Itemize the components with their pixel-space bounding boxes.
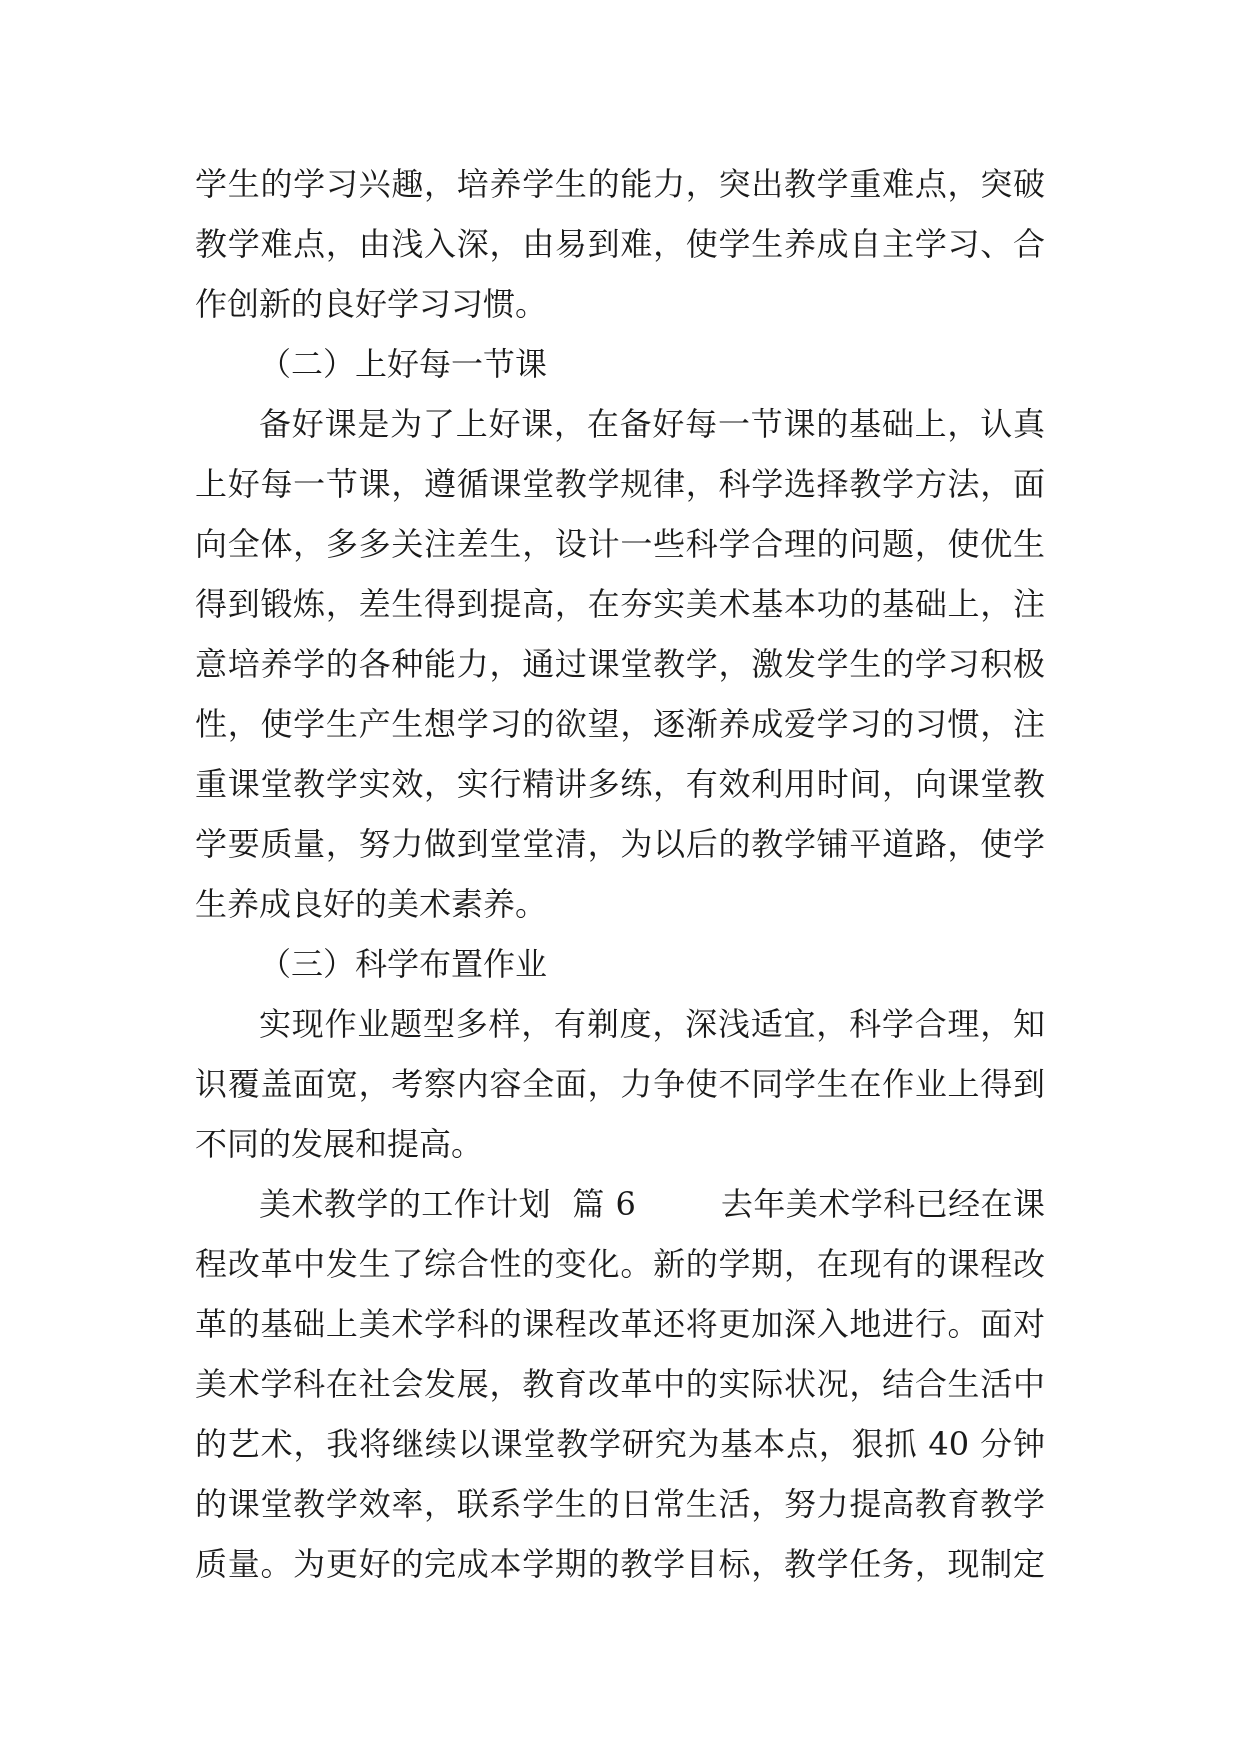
- section-heading: （二）上好每一节课: [259, 345, 548, 383]
- paragraph-line: 重课堂教学实效，实行精讲多练，有效利用时间，向课堂教: [195, 765, 1045, 803]
- paragraph-line: 作创新的良好学习习惯。: [195, 285, 548, 323]
- article-title-line: 美术教学的工作计划 篇 6 去年美术学科已经在课: [259, 1185, 1045, 1223]
- paragraph-line: 备好课是为了上好课，在备好每一节课的基础上，认真: [259, 405, 1045, 443]
- paragraph-line: 得到锻炼，差生得到提高，在夯实美术基本功的基础上，注: [195, 585, 1045, 623]
- paragraph-line: 学要质量，努力做到堂堂清，为以后的教学铺平道路，使学: [195, 825, 1045, 863]
- paragraph-line: 实现作业题型多样，有剃度，深浅适宜，科学合理，知: [259, 1005, 1045, 1043]
- paragraph-line: 的艺术，我将继续以课堂教学研究为基本点，狠抓 40 分钟: [195, 1425, 1045, 1463]
- paragraph-line: 教学难点，由浅入深，由易到难，使学生养成自主学习、合: [195, 225, 1045, 263]
- paragraph-line: 性，使学生产生想学习的欲望，逐渐养成爱学习的习惯，注: [195, 705, 1045, 743]
- section-heading: （三）科学布置作业: [259, 945, 548, 983]
- paragraph-line: 识覆盖面宽，考察内容全面，力争使不同学生在作业上得到: [195, 1065, 1045, 1103]
- paragraph-line: 上好每一节课，遵循课堂教学规律，科学选择教学方法，面: [195, 465, 1045, 503]
- paragraph-line: 意培养学的各种能力，通过课堂教学，激发学生的学习积极: [195, 645, 1045, 683]
- paragraph-line: 革的基础上美术学科的课程改革还将更加深入地进行。面对: [195, 1305, 1045, 1343]
- paragraph-line: 美术学科在社会发展，教育改革中的实际状况，结合生活中: [195, 1365, 1045, 1403]
- paragraph-line: 生养成良好的美术素养。: [195, 885, 548, 923]
- paragraph-line: 学生的学习兴趣，培养学生的能力，突出教学重难点，突破: [195, 165, 1045, 203]
- paragraph-line: 向全体，多多关注差生，设计一些科学合理的问题，使优生: [195, 525, 1045, 563]
- paragraph-line: 的课堂教学效率，联系学生的日常生活，努力提高教育教学: [195, 1485, 1045, 1523]
- paragraph-line: 程改革中发生了综合性的变化。新的学期，在现有的课程改: [195, 1245, 1045, 1283]
- paragraph-line: 质量。为更好的完成本学期的教学目标，教学任务，现制定: [195, 1545, 1045, 1583]
- paragraph-line: 不同的发展和提高。: [195, 1125, 484, 1163]
